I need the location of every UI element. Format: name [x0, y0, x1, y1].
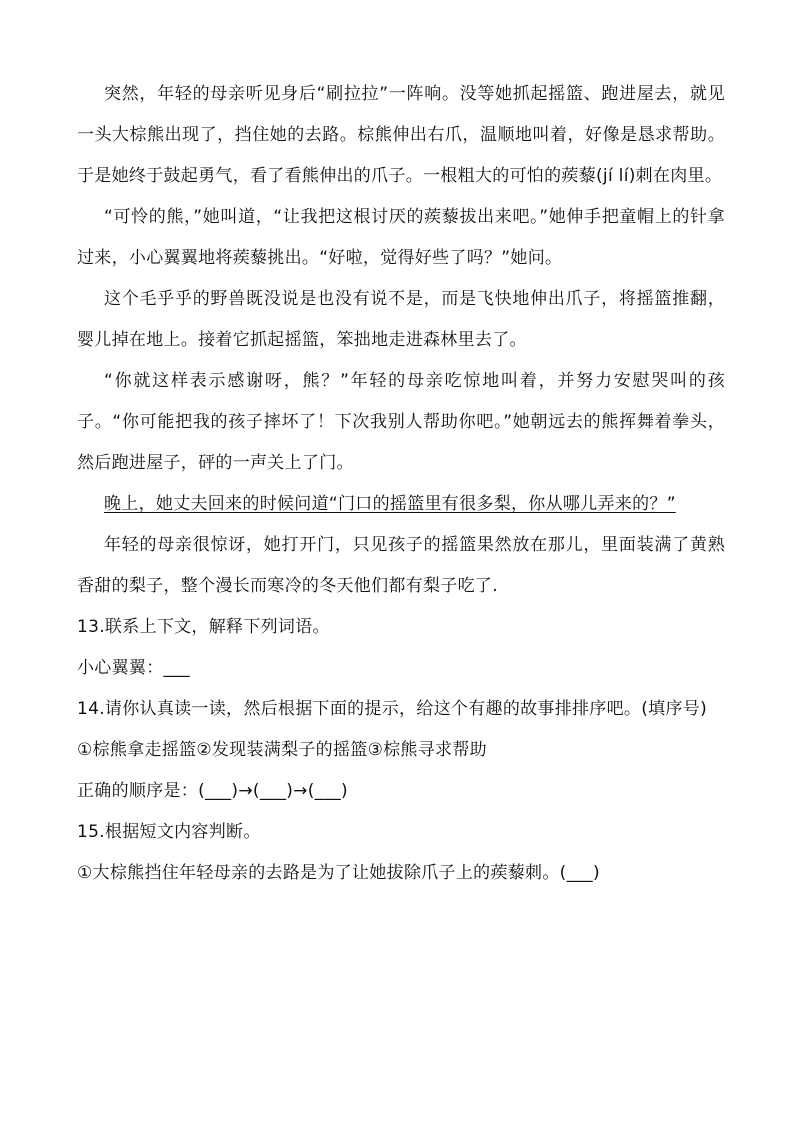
- question-13-item: 小心翼翼：___: [77, 658, 190, 678]
- question-15-item-1: ①大棕熊挡住年轻母亲的去路是为了让她拔除爪子上的蒺藜刺。(___): [77, 863, 600, 883]
- passage-paragraph-5: [77, 484, 725, 525]
- underlined-sentence: 晚上，她丈夫回来的时候问道“门口的摇篮里有很多梨，你从哪儿弄来的？”: [104, 494, 676, 514]
- passage-paragraph-1: 突然，年轻的母亲听见身后“刷拉拉”一阵响。没等她抓起摇篮、跑进屋去，就见一头大棕熊出现了，挡住她的去路。棕熊伸出右爪，温顺地叫着，好像是恳求帮助。于是她终于鼓起勇气，看了看熊伸出的爪子。一根粗大的可怕的蒺藜(jí lí)刺在肉里。: [77, 84, 725, 186]
- passage-paragraph-2: “可怜的熊，”她叫道，“让我把这根讨厌的蒺藜拔出来吧。”她伸手把童帽上的针拿过来，小心翼翼地将蒺藜挑出。“好啦，觉得好些了吗？”她问。: [77, 207, 725, 268]
- passage-paragraph-4: “你就这样表示感谢呀，熊？”年轻的母亲吃惊地叫着，并努力安慰哭叫的孩子。“你可能把我的孩子摔坏了！下次我别人帮助你吧。”她朝远去的熊挥舞着拳头，然后跑进屋子，砰的一声关上了门。: [77, 371, 725, 473]
- question-14-options: ①棕熊拿走摇篮②发现装满梨子的摇篮③棕熊寻求帮助: [77, 740, 487, 760]
- question-14-answer: 正确的顺序是：(___)→(___)→(___): [77, 781, 348, 801]
- passage-paragraph-6: 年轻的母亲很惊讶，她打开门，只见孩子的摇篮果然放在那儿，里面装满了黄熟香甜的梨子，整个漫长而寒冷的冬天他们都有梨子吃了.: [77, 535, 725, 596]
- question-15-prompt: 15.根据短文内容判断。: [77, 822, 261, 842]
- passage-paragraph-3: 这个毛乎乎的野兽既没说是也没有说不是，而是飞快地伸出爪子，将摇篮推翻，婴儿掉在地上。接着它抓起摇篮，笨拙地走进森林里去了。: [77, 289, 725, 350]
- question-13-prompt: 13.联系上下文，解释下列词语。: [77, 617, 330, 637]
- document-page: [77, 74, 725, 894]
- question-14-prompt: 14.请你认真读一读，然后根据下面的提示，给这个有趣的故事排排序吧。(填序号): [77, 699, 707, 719]
